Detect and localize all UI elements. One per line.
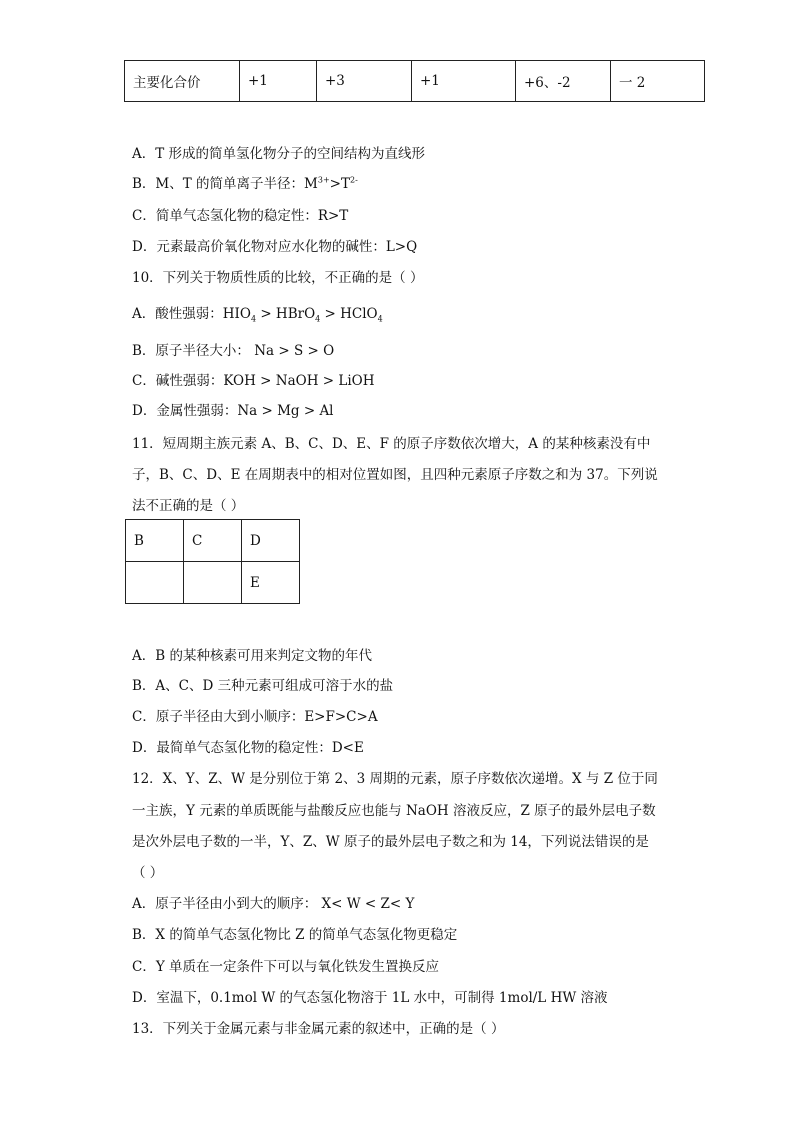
q12-stem-line1: 12．X、Y、Z、W 是分别位于第 2、3 周期的元素，原子序数依次递增。X 与 Z 位于同 <box>132 771 658 787</box>
q9-option-b <box>132 172 358 192</box>
table-cell: +1 <box>240 61 317 102</box>
periodic-position-grid <box>125 519 300 604</box>
table-cell: +1 <box>412 61 516 102</box>
q9-option-c: C．简单气态氢化物的稳定性：R>T <box>132 208 349 224</box>
q12-stem-line4: （ ） <box>132 865 164 881</box>
grid-cell <box>126 562 184 604</box>
q10-option-b: B．原子半径大小： Na > S > O <box>132 343 335 359</box>
q11-option-b: B．A、C、D 三种元素可组成可溶于水的盐 <box>132 678 394 694</box>
table-cell: 一 2 <box>611 61 705 102</box>
q10-option-d: D．金属性强弱：Na > Mg > Al <box>132 403 334 419</box>
table-row <box>126 520 300 562</box>
q9-option-b-text: B．M、T 的简单离子半径：M <box>132 176 318 192</box>
q10-option-a-sub1: 4 <box>250 314 257 324</box>
q10-option-a <box>132 302 383 324</box>
q10-option-c: C．碱性强弱：KOH > NaOH > LiOH <box>132 373 375 389</box>
q12-option-d: D．室温下，0.1mol W 的气态氢化物溶于 1L 水中，可制得 1mol/L HW 溶液 <box>132 990 608 1006</box>
q10-option-a-text: A．酸性强弱：HIO <box>132 306 251 322</box>
q9-option-b-sup1: 3+ <box>317 175 330 185</box>
q13-stem: 13．下列关于金属元素与非金属元素的叙述中，正确的是（ ） <box>132 1021 505 1037</box>
grid-cell: C <box>184 520 242 562</box>
valence-table <box>124 60 705 102</box>
q12-option-a: A．原子半径由小到大的顺序： X< W < Z< Y <box>132 896 415 912</box>
q12-option-c: C．Y 单质在一定条件下可以与氧化铁发生置换反应 <box>132 959 440 975</box>
q11-stem-line3: 法不正确的是（ ） <box>132 498 245 514</box>
grid-cell: B <box>126 520 184 562</box>
table-cell: 主要化合价 <box>125 61 240 102</box>
grid-cell <box>184 562 242 604</box>
q10-option-a-mid2: > HClO <box>320 306 378 322</box>
q12-stem-line2: 一主族，Y 元素的单质既能与盐酸反应也能与 NaOH 溶液反应，Z 原子的最外层电子数 <box>132 803 656 819</box>
grid-cell: E <box>242 562 300 604</box>
q9-option-a: A．T 形成的简单氢化物分子的空间结构为直线形 <box>132 146 426 162</box>
q12-stem-line3: 是次外层电子数的一半，Y、Z、W 原子的最外层电子数之和为 14，下列说法错误的是 <box>132 834 649 850</box>
q9-option-b-mid: >T <box>329 176 350 192</box>
q11-stem-line2: 子，B、C、D、E 在周期表中的相对位置如图，且四种元素原子序数之和为 37。下列说 <box>132 467 658 483</box>
q11-option-c: C．原子半径由大到小顺序：E>F>C>A <box>132 709 378 725</box>
q12-option-b: B．X 的简单气态氢化物比 Z 的简单气态氢化物更稳定 <box>132 927 458 943</box>
q10-stem: 10．下列关于物质性质的比较，不正确的是（ ） <box>132 270 424 286</box>
q9-option-d: D．元素最高价氧化物对应水化物的碱性：L>Q <box>132 239 418 255</box>
q9-option-b-sup2: 2- <box>350 175 358 185</box>
q10-option-a-sub3: 4 <box>377 314 383 324</box>
q11-option-d: D．最简单气态氢化物的稳定性：D<E <box>132 740 364 756</box>
table-row <box>126 562 300 604</box>
table-cell: +3 <box>317 61 412 102</box>
table-cell: +6、-2 <box>516 61 611 102</box>
grid-cell: D <box>242 520 300 562</box>
q11-stem-line1: 11．短周期主族元素 A、B、C、D、E、F 的原子序数依次增大，A 的某种核素没有中 <box>132 436 651 452</box>
q10-option-a-sub2: 4 <box>315 314 321 324</box>
q10-option-a-mid1: > HBrO <box>256 306 316 322</box>
table-row <box>125 61 705 102</box>
q11-option-a: A．B 的某种核素可用来判定文物的年代 <box>132 648 372 664</box>
